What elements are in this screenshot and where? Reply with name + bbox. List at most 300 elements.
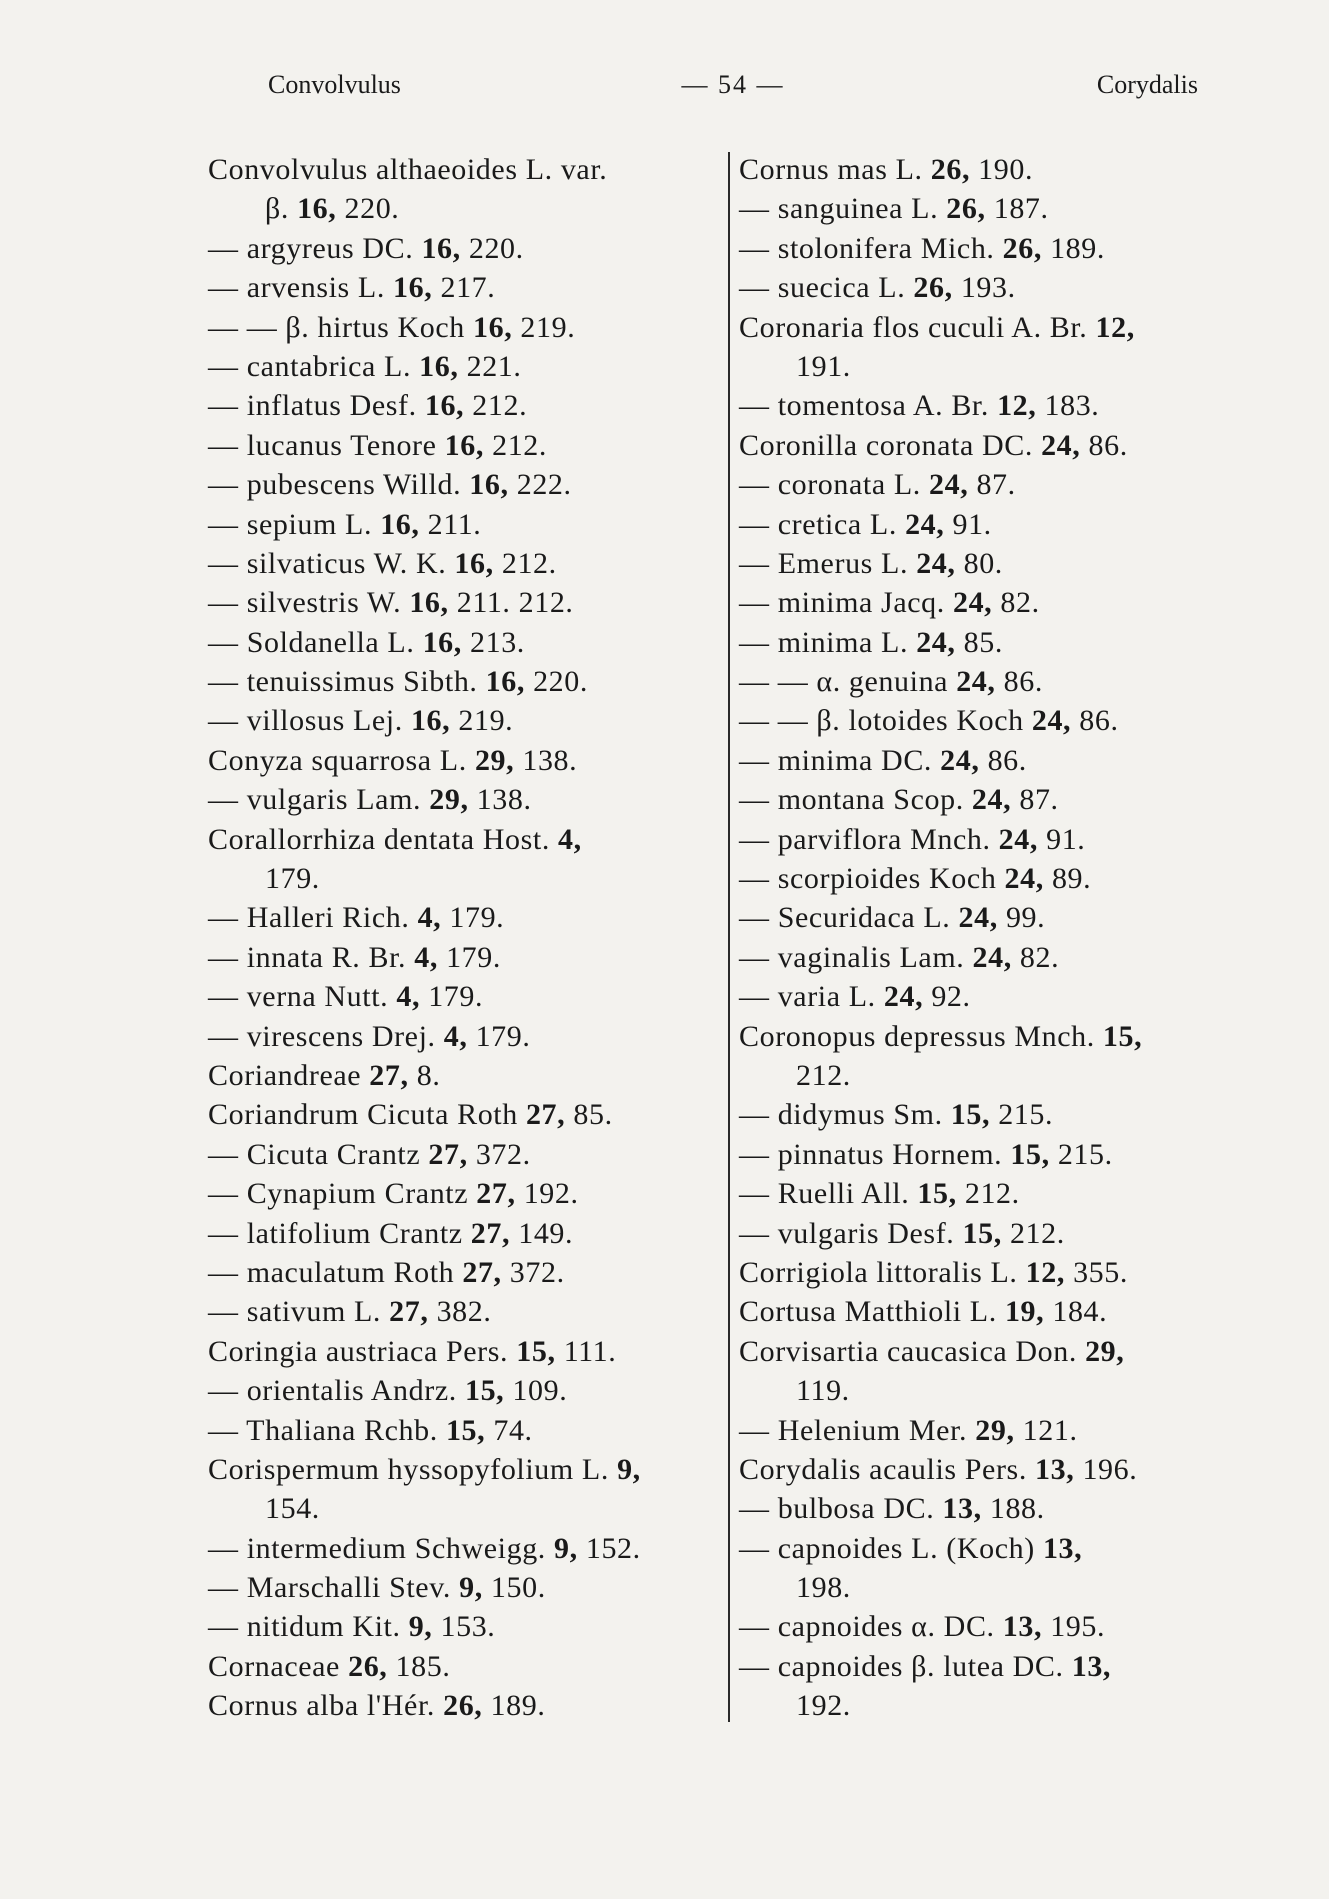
- entry-name: — pinnatus Hornem.: [739, 1137, 1003, 1171]
- index-entry: [208, 386, 723, 425]
- entry-volume: 24,: [883, 980, 924, 1014]
- index-entry: [739, 1017, 1274, 1056]
- entry-volume: 29,: [474, 743, 515, 777]
- entry-pages: 87.: [976, 468, 1016, 502]
- index-entry: [739, 426, 1274, 465]
- entry-pages: 179.: [475, 1019, 531, 1053]
- entry-pages: 190.: [978, 153, 1034, 186]
- entry-name: — sanguinea L.: [739, 192, 939, 226]
- entry-pages: 195.: [1050, 1610, 1106, 1644]
- entry-volume: 27,: [476, 1177, 516, 1211]
- entry-name: — montana Scop.: [739, 783, 964, 817]
- entry-name: — virescens Drej.: [208, 1019, 436, 1053]
- index-entry: [739, 662, 1274, 701]
- entry-name: — cantabrica L.: [208, 349, 412, 383]
- entry-name: Cornaceae: [208, 1649, 340, 1683]
- entry-name: 119.: [796, 1374, 850, 1408]
- index-entry: [739, 780, 1274, 819]
- index-entry: [739, 386, 1274, 425]
- entry-volume: 13,: [1002, 1610, 1043, 1644]
- entry-name: — argyreus DC.: [208, 231, 414, 265]
- entry-name: — capnoides β. lutea DC.: [739, 1649, 1064, 1683]
- index-entry: [739, 268, 1274, 307]
- entry-volume: 19,: [1004, 1295, 1045, 1329]
- entry-volume: 24,: [1041, 428, 1081, 462]
- index-entry: [208, 465, 723, 504]
- index-entry: [739, 1686, 1274, 1725]
- entry-pages: 372.: [509, 1255, 565, 1289]
- entry-pages: 219.: [458, 704, 514, 738]
- entry-volume: 16,: [419, 349, 459, 383]
- index-entry: [739, 1450, 1274, 1489]
- entry-volume: 16,: [444, 428, 484, 462]
- entry-volume: 9,: [617, 1452, 641, 1486]
- entry-name: Coronilla coronata DC.: [739, 428, 1033, 462]
- index-entry: [739, 859, 1274, 898]
- entry-pages: 212.: [964, 1177, 1020, 1211]
- entry-name: — Ruelli All.: [739, 1177, 910, 1211]
- entry-volume: 29,: [1085, 1334, 1125, 1368]
- entry-volume: 29,: [975, 1413, 1015, 1447]
- entry-volume: 9,: [554, 1531, 578, 1565]
- index-entry: [208, 780, 723, 819]
- entry-pages: 188.: [989, 1492, 1045, 1526]
- index-entry: [739, 1135, 1274, 1174]
- entry-pages: 86.: [987, 743, 1027, 777]
- entry-pages: 91.: [1046, 822, 1086, 856]
- entry-name: 179.: [265, 862, 320, 896]
- entry-name: β.: [265, 192, 289, 226]
- index-entry: [739, 898, 1274, 937]
- entry-pages: 121.: [1022, 1413, 1078, 1447]
- entry-name: — pubescens Willd.: [208, 468, 462, 502]
- index-entry: [208, 544, 723, 583]
- entry-name: — maculatum Roth: [208, 1255, 455, 1289]
- entry-pages: 382.: [436, 1295, 492, 1329]
- entry-volume: 15,: [962, 1216, 1002, 1250]
- index-entry: [739, 1411, 1274, 1450]
- entry-volume: 4,: [396, 980, 421, 1014]
- entry-name: — scorpioides Koch: [739, 862, 997, 896]
- index-entry: [739, 1095, 1274, 1134]
- entry-volume: 16,: [454, 546, 494, 580]
- index-entry: [208, 1135, 723, 1174]
- entry-name: Cornus mas L.: [739, 153, 923, 186]
- entry-pages: 372.: [475, 1137, 531, 1171]
- entry-pages: 213.: [470, 625, 525, 659]
- entry-volume: 24,: [916, 625, 956, 659]
- entry-pages: 82.: [1019, 940, 1060, 974]
- index-entry: [739, 229, 1274, 268]
- entry-volume: 16,: [410, 704, 451, 738]
- entry-pages: 220.: [344, 192, 400, 226]
- entry-volume: 24,: [905, 507, 945, 541]
- entry-volume: 12,: [997, 389, 1037, 423]
- entry-pages: 215.: [998, 1098, 1054, 1132]
- entry-name: — — β. lotoides Koch: [739, 704, 1024, 738]
- index-entry: [208, 859, 723, 898]
- index-entry: [208, 741, 723, 780]
- entry-pages: 82.: [1000, 586, 1040, 620]
- entry-volume: 13,: [1071, 1649, 1112, 1683]
- index-entry: [208, 583, 723, 622]
- entry-pages: 80.: [963, 546, 1003, 580]
- index-entry: [208, 662, 723, 701]
- index-entry: [208, 426, 723, 465]
- entry-pages: 211. 212.: [456, 586, 574, 620]
- entry-name: Cortusa Matthioli L.: [739, 1295, 997, 1329]
- entry-pages: 87.: [1019, 783, 1059, 817]
- entry-name: Corallorrhiza dentata Host.: [208, 822, 550, 856]
- index-entry: [208, 1647, 723, 1686]
- index-entry: [739, 189, 1274, 228]
- entry-name: — minima Jacq.: [739, 586, 945, 620]
- index-entry: [739, 1214, 1274, 1253]
- entry-name: — innata R. Br.: [208, 940, 407, 974]
- index-entry: [739, 938, 1274, 977]
- entry-name: 191.: [796, 349, 851, 383]
- entry-volume: 15,: [950, 1098, 991, 1132]
- entry-name: — villosus Lej.: [208, 704, 403, 738]
- entry-volume: 15,: [917, 1177, 957, 1211]
- entry-pages: 215.: [1057, 1137, 1113, 1171]
- entry-name: — Thaliana Rchb.: [208, 1413, 438, 1447]
- index-entry: [208, 1253, 723, 1292]
- entry-volume: 24,: [998, 822, 1038, 856]
- entry-name: — silvaticus W. K.: [208, 546, 447, 580]
- entry-name: — vulgaris Desf.: [739, 1216, 955, 1250]
- index-entry: [208, 150, 723, 189]
- index-entry: [739, 623, 1274, 662]
- entry-name: — Cynapium Crantz: [208, 1177, 469, 1211]
- entry-name: — varia L.: [739, 980, 876, 1014]
- entry-pages: 196.: [1082, 1452, 1138, 1486]
- entry-name: 154.: [265, 1492, 320, 1526]
- entry-volume: 24,: [972, 940, 1012, 974]
- index-entry: [208, 1214, 723, 1253]
- entry-name: — Cicuta Crantz: [208, 1137, 421, 1171]
- entry-pages: 189.: [1050, 231, 1105, 265]
- entry-volume: 26,: [443, 1689, 483, 1723]
- index-entry: [739, 544, 1274, 583]
- entry-name: Coringia austriaca Pers.: [208, 1334, 509, 1368]
- entry-pages: 92.: [931, 980, 971, 1014]
- entry-volume: 26,: [348, 1649, 388, 1683]
- index-entry: [208, 1371, 723, 1410]
- entry-name: — bulbosa DC.: [739, 1492, 935, 1526]
- entry-volume: 16,: [422, 625, 462, 659]
- entry-volume: 4,: [417, 901, 442, 935]
- entry-volume: 26,: [913, 271, 953, 305]
- entry-pages: 219.: [520, 310, 576, 344]
- entry-volume: 12,: [1025, 1255, 1065, 1289]
- index-entry: [739, 308, 1274, 347]
- entry-volume: 24,: [1031, 704, 1072, 738]
- entry-volume: 9,: [408, 1610, 433, 1644]
- entry-pages: 211.: [427, 507, 482, 541]
- index-entry: [739, 1489, 1274, 1528]
- entry-pages: 187.: [993, 192, 1049, 226]
- entry-pages: 212.: [1009, 1216, 1065, 1250]
- index-entry: [739, 150, 1274, 189]
- entry-pages: 91.: [952, 507, 992, 541]
- entry-pages: 86.: [1003, 665, 1043, 699]
- index-entry: [208, 1292, 723, 1331]
- entry-name: Cornus alba l'Hér.: [208, 1689, 435, 1723]
- entry-pages: 138.: [476, 783, 532, 817]
- entry-pages: 192.: [523, 1177, 579, 1211]
- entry-volume: 24,: [916, 546, 956, 580]
- entry-name: — Halleri Rich.: [208, 901, 410, 935]
- entry-pages: 221.: [466, 349, 522, 383]
- entry-volume: 15,: [1010, 1137, 1050, 1171]
- entry-pages: 153.: [440, 1610, 496, 1644]
- entry-name: — latifolium Crantz: [208, 1216, 463, 1250]
- entry-name: — minima L.: [739, 625, 909, 659]
- index-entry: [739, 1647, 1274, 1686]
- entry-name: — Soldanella L.: [208, 625, 415, 659]
- entry-name: — Emerus L.: [739, 546, 909, 580]
- page-number: — 54 —: [681, 70, 785, 99]
- entry-volume: 16,: [473, 310, 513, 344]
- entry-volume: 24,: [940, 743, 980, 777]
- index-entry: [208, 268, 723, 307]
- entry-volume: 4,: [558, 822, 582, 856]
- entry-volume: 13,: [1042, 1531, 1083, 1565]
- entry-name: — vulgaris Lam.: [208, 783, 422, 817]
- entry-volume: 24,: [958, 901, 998, 935]
- entry-volume: 24,: [1004, 862, 1044, 896]
- entry-name: — silvestris W.: [208, 586, 402, 620]
- entry-volume: 27,: [462, 1255, 502, 1289]
- entry-pages: 99.: [1005, 901, 1046, 935]
- index-entry: [208, 1332, 723, 1371]
- entry-volume: 16,: [424, 389, 465, 423]
- entry-volume: 27,: [470, 1216, 511, 1250]
- index-entry: [208, 977, 723, 1016]
- entry-pages: 138.: [522, 743, 578, 777]
- index-entry: [208, 623, 723, 662]
- entry-pages: 8.: [416, 1058, 441, 1092]
- index-entry: [208, 898, 723, 937]
- index-entry: [208, 1607, 723, 1646]
- entry-pages: 217.: [440, 271, 496, 305]
- entry-name: — — β. hirtus Koch: [208, 310, 465, 344]
- index-entry: [208, 1568, 723, 1607]
- entry-pages: 152.: [585, 1531, 641, 1565]
- index-entry: [208, 938, 723, 977]
- entry-volume: 16,: [485, 665, 525, 699]
- index-entry: [208, 229, 723, 268]
- entry-name: 212.: [796, 1058, 851, 1092]
- index-entry: [208, 1056, 723, 1095]
- entry-pages: 85.: [963, 625, 1003, 659]
- entry-volume: 12,: [1095, 310, 1135, 344]
- index-entry: [739, 741, 1274, 780]
- index-entry: [739, 1253, 1274, 1292]
- entry-name: — didymus Sm.: [739, 1098, 943, 1132]
- entry-name: 198.: [796, 1571, 851, 1605]
- index-entry: [739, 1292, 1274, 1331]
- entry-name: — Marschalli Stev.: [208, 1571, 451, 1605]
- entry-name: — coronata L.: [739, 468, 921, 502]
- entry-volume: 24,: [952, 586, 993, 620]
- entry-pages: 179.: [449, 901, 505, 935]
- index-entry: [208, 1095, 723, 1134]
- index-entry: [739, 347, 1274, 386]
- entry-volume: 26,: [930, 153, 971, 186]
- index-entry: [739, 505, 1274, 544]
- index-entry: [739, 977, 1274, 1016]
- index-entry: [739, 465, 1274, 504]
- index-entry: [208, 1174, 723, 1213]
- entry-name: — Helenium Mer.: [739, 1413, 968, 1447]
- entry-name: — cretica L.: [739, 507, 897, 541]
- index-entry: [208, 1686, 723, 1725]
- entry-name: — nitidum Kit.: [208, 1610, 401, 1644]
- entry-name: Corrigiola littoralis L.: [739, 1255, 1018, 1289]
- entry-pages: 85.: [573, 1098, 613, 1132]
- entry-name: — Securidaca L.: [739, 901, 951, 935]
- entry-name: — sepium L.: [208, 507, 373, 541]
- index-entry: [208, 189, 723, 228]
- entry-pages: 222.: [516, 468, 572, 502]
- entry-volume: 27,: [525, 1098, 566, 1132]
- entry-name: Corvisartia caucasica Don.: [739, 1334, 1077, 1368]
- entry-pages: 183.: [1044, 389, 1100, 423]
- entry-pages: 89.: [1051, 862, 1092, 896]
- entry-volume: 16,: [469, 468, 509, 502]
- entry-name: — suecica L.: [739, 271, 906, 305]
- index-entry: [739, 1332, 1274, 1371]
- index-entry: [739, 1056, 1274, 1095]
- entry-volume: 13,: [942, 1492, 982, 1526]
- entry-name: Convolvulus althaeoides L. var.: [208, 153, 608, 186]
- index-entry: [739, 701, 1274, 740]
- entry-pages: 212.: [472, 389, 528, 423]
- index-entry: [739, 1607, 1274, 1646]
- entry-volume: 15,: [445, 1413, 486, 1447]
- entry-volume: 24,: [929, 468, 969, 502]
- entry-name: — sativum L.: [208, 1295, 382, 1329]
- entry-volume: 27,: [389, 1295, 429, 1329]
- index-entry: [208, 701, 723, 740]
- entry-name: 192.: [796, 1689, 851, 1723]
- entry-name: — inflatus Desf.: [208, 389, 417, 423]
- entry-pages: 179.: [428, 980, 484, 1014]
- entry-name: — orientalis Andrz.: [208, 1374, 457, 1408]
- entry-pages: 212.: [492, 428, 547, 462]
- entry-pages: 74.: [493, 1413, 533, 1447]
- index-entry: [208, 1450, 723, 1489]
- index-entry: [208, 308, 723, 347]
- running-head-right: Corydalis: [1096, 70, 1198, 99]
- entry-name: — tomentosa A. Br.: [739, 389, 989, 423]
- running-head-left: Convolvulus: [268, 70, 401, 99]
- left-column: [208, 150, 723, 1726]
- index-entry: [739, 1174, 1274, 1213]
- entry-name: Corydalis acaulis Pers.: [739, 1452, 1027, 1486]
- running-head: [268, 70, 1198, 110]
- entry-name: — intermedium Schweigg.: [208, 1531, 546, 1565]
- index-entry: [208, 1529, 723, 1568]
- entry-name: — vaginalis Lam.: [739, 940, 965, 974]
- entry-pages: 86.: [1088, 428, 1128, 462]
- entry-name: — minima DC.: [739, 743, 933, 777]
- entry-name: Coriandreae: [208, 1058, 362, 1092]
- index-entry: [208, 347, 723, 386]
- entry-name: Coriandrum Cicuta Roth: [208, 1098, 518, 1132]
- entry-volume: 4,: [443, 1019, 468, 1053]
- entry-name: — capnoides L. (Koch): [739, 1531, 1035, 1565]
- index-entry: [739, 583, 1274, 622]
- right-column: [739, 150, 1274, 1726]
- entry-pages: 150.: [490, 1571, 546, 1605]
- entry-volume: 16,: [393, 271, 433, 305]
- entry-pages: 355.: [1073, 1255, 1128, 1289]
- entry-pages: 109.: [512, 1374, 568, 1408]
- entry-volume: 26,: [1002, 231, 1042, 265]
- entry-name: — tenuissimus Sibth.: [208, 665, 478, 699]
- entry-volume: 16,: [409, 586, 449, 620]
- entry-pages: 111.: [563, 1334, 617, 1368]
- entry-pages: 220.: [468, 231, 524, 265]
- entry-volume: 15,: [464, 1374, 505, 1408]
- entry-pages: 189.: [490, 1689, 546, 1723]
- entry-pages: 149.: [518, 1216, 574, 1250]
- entry-pages: 212.: [501, 546, 557, 580]
- entry-pages: 185.: [395, 1649, 451, 1683]
- entry-volume: 4,: [414, 940, 438, 974]
- entry-name: — stolonifera Mich.: [739, 231, 995, 265]
- index-entry: [208, 1411, 723, 1450]
- entry-name: Coronopus depressus Mnch.: [739, 1019, 1095, 1053]
- entry-name: — capnoides α. DC.: [739, 1610, 995, 1644]
- entry-volume: 16,: [421, 231, 461, 265]
- entry-name: Conyza squarrosa L.: [208, 743, 467, 777]
- entry-volume: 27,: [428, 1137, 468, 1171]
- entry-volume: 24,: [971, 783, 1012, 817]
- entry-volume: 16,: [380, 507, 420, 541]
- index-entry: [739, 1371, 1274, 1410]
- entry-pages: 179.: [446, 940, 501, 974]
- entry-name: Coronaria flos cuculi A. Br.: [739, 310, 1088, 344]
- entry-pages: 184.: [1052, 1295, 1108, 1329]
- entry-volume: 15,: [516, 1334, 556, 1368]
- entry-volume: 29,: [429, 783, 469, 817]
- entry-volume: 15,: [1102, 1019, 1143, 1053]
- index-entry: [739, 1529, 1274, 1568]
- entry-name: — lucanus Tenore: [208, 428, 437, 462]
- index-entry: [739, 1568, 1274, 1607]
- entry-name: — verna Nutt.: [208, 980, 389, 1014]
- index-entry: [208, 505, 723, 544]
- entry-name: Corispermum hyssopyfolium L.: [208, 1452, 609, 1486]
- entry-pages: 86.: [1079, 704, 1119, 738]
- entry-volume: 16,: [297, 192, 337, 226]
- index-entry: [208, 820, 723, 859]
- entry-volume: 9,: [459, 1571, 483, 1605]
- entry-name: — — α. genuina: [739, 665, 949, 699]
- entry-name: — arvensis L.: [208, 271, 385, 305]
- entry-volume: 26,: [946, 192, 986, 226]
- entry-pages: 193.: [960, 271, 1016, 305]
- column-divider: [728, 152, 730, 1722]
- index-entry: [208, 1489, 723, 1528]
- entry-volume: 27,: [369, 1058, 409, 1092]
- entry-name: — parviflora Mnch.: [739, 822, 991, 856]
- index-entry: [739, 820, 1274, 859]
